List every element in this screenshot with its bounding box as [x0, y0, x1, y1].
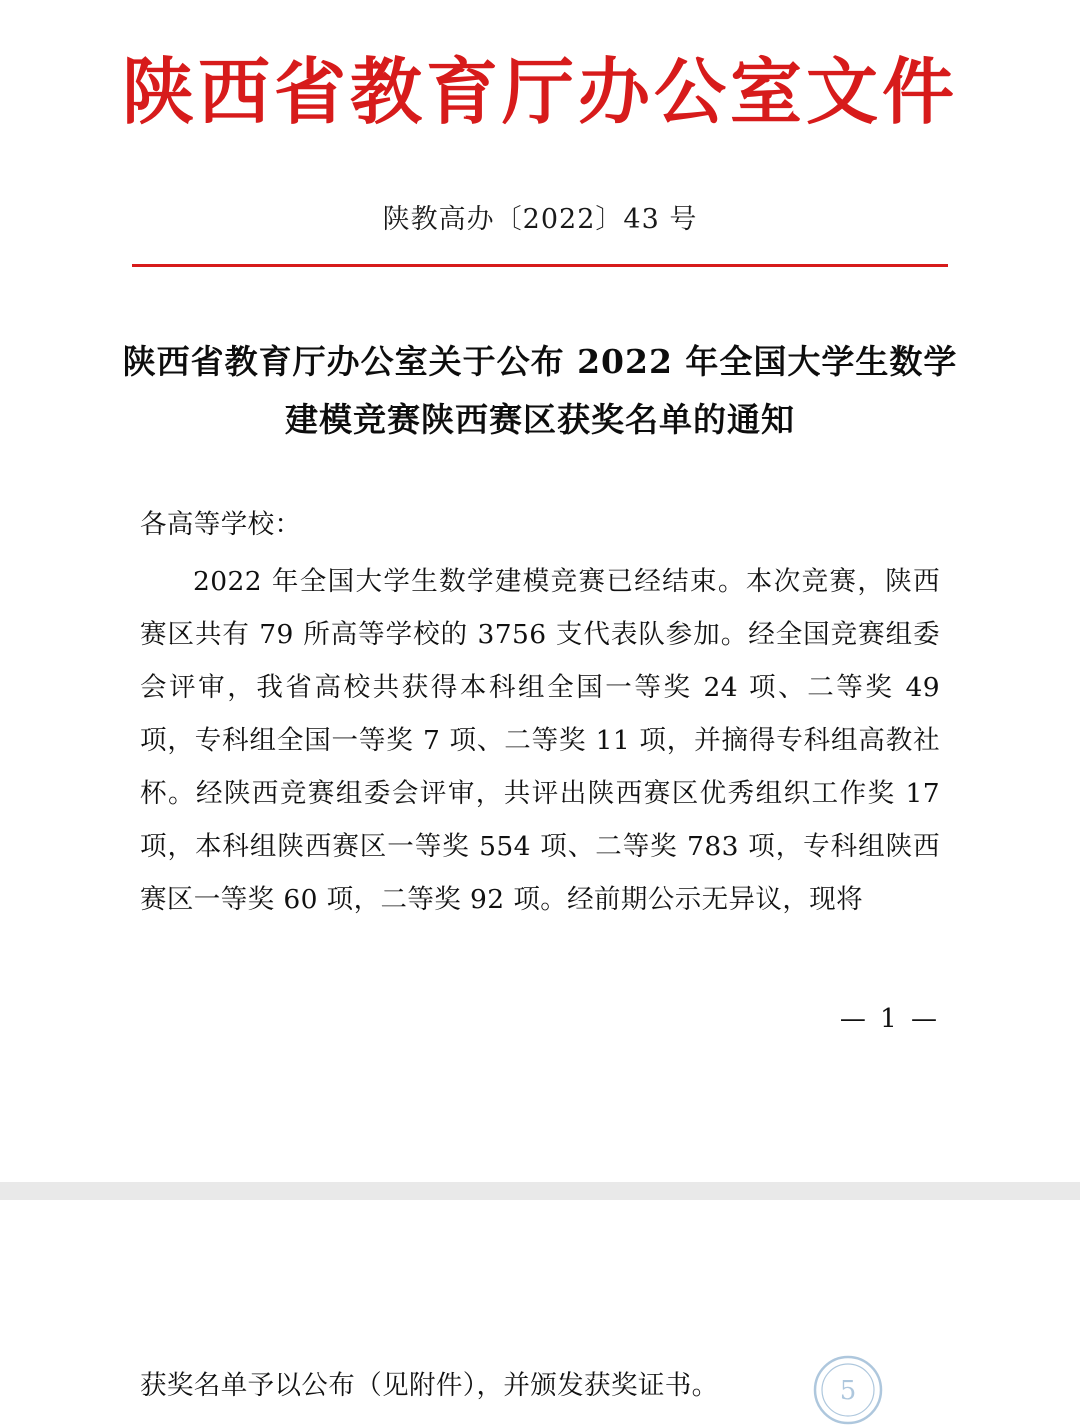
- svg-text:5: 5: [839, 1376, 857, 1406]
- document-number: 陕教高办〔2022〕43 号: [382, 203, 698, 235]
- page-title: 陕西省教育厅办公室关于公布 2022 年全国大学生数学建模竞赛陕西赛区获奖名单的通知: [122, 341, 958, 440]
- page-number-footer: — 1 —: [839, 1004, 940, 1034]
- masthead: [0, 0, 1080, 133]
- masthead-title: 陕西省教育厅办公室文件: [121, 49, 958, 134]
- body-paragraph-1: 2022 年全国大学生数学建模竞赛已经结束。本次竞赛，陕西赛区共有 79 所高等学校的 3756 支代表队参加。经全国竞赛组委会评审，我省高校共获得本科组全国一等奖 24 项、二等奖 49 项，专科组全国一等奖 7 项、二等奖 11 项，并摘得专科组高教社杯。经陕西竞赛组委会评审，共评出陕西赛区优秀组织工作奖 17 项，本科组陕西赛区一等奖 554 项、二等奖 783 项，专科组陕西赛区一等奖 60 项，二等奖 92 项。经前期公示无异议，现将: [140, 566, 940, 916]
- body-paragraph-continuation: 获奖名单予以公布（见附件），并颁发获奖证书。: [140, 1370, 719, 1401]
- official-seal-icon: [812, 1354, 884, 1426]
- document-page-2: [0, 1200, 1080, 1426]
- page-separator: [0, 1182, 1080, 1200]
- red-divider-rule: [132, 264, 948, 267]
- salutation: 各高等学校：: [140, 509, 302, 541]
- document-body: [140, 498, 940, 926]
